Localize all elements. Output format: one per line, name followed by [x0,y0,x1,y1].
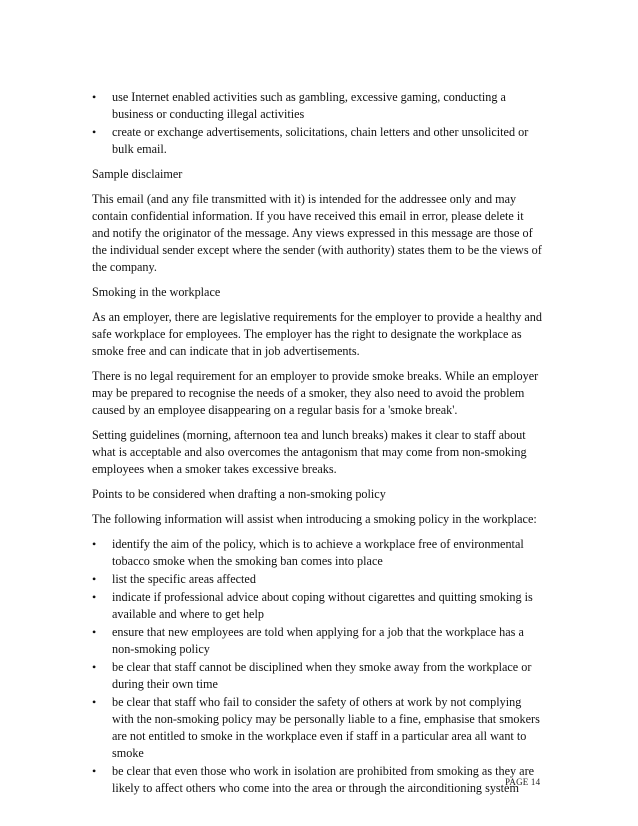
list-item-text: be clear that staff who fail to consider the safety of others at work by not complying with the non-smoking policy may be personally liable to a fine, emphasise that smokers are not entitled to smoke in the workplace even if staff in a particular area all want to smoke [112,695,540,760]
disclaimer-heading: Sample disclaimer [92,167,183,181]
policy-heading: Points to be considered when drafting a non-smoking policy [92,487,386,501]
bullet-icon: • [92,537,97,551]
list-item [92,763,544,797]
list-item [92,571,544,588]
list-item [92,589,544,623]
disclaimer-body: This email (and any file transmitted with it) is intended for the addressee only and may contain confidential information. If you have received this email in error, please delete it and notify the originator of the message. Any views expressed in this message are those of the individual sender except where the sender (with authority) states them to be the views of the company. [92,192,542,274]
list-item [92,694,544,762]
page-content [92,89,544,798]
page-number: PAGE 14 [505,777,541,787]
smoking-heading: Smoking in the workplace [92,285,221,299]
bullet-icon: • [92,590,97,604]
list-item [92,624,544,658]
list-item-text: indicate if professional advice about coping without cigarettes and quitting smoking is available and where to get help [112,590,533,621]
list-item-text: list the specific areas affected [112,572,256,586]
list-item-text: create or exchange advertisements, solicitations, chain letters and other unsolicited or bulk email. [112,125,529,156]
smoking-paragraph-2: There is no legal requirement for an employer to provide smoke breaks. While an employer may be prepared to recognise the needs of a smoker, they also need to avoid the problem caused by an employee disappearing on a regular basis for a 'smoke break'. [92,369,539,417]
smoking-paragraph-1: As an employer, there are legislative requirements for the employer to provide a healthy and safe workplace for employees. The employer has the right to designate the workplace as smoke free and can indicate that in job advertisements. [92,310,542,358]
list-item-text: be clear that staff cannot be disciplined when they smoke away from the workplace or during their own time [112,660,532,691]
list-item [92,659,544,693]
bullet-icon: • [92,660,97,674]
list-item-text: be clear that even those who work in isolation are prohibited from smoking as they are likely to affect others who come into the area or through the airconditioning system [112,764,535,795]
bullet-icon: • [92,125,97,139]
bullet-icon: • [92,695,97,709]
list-item-text: identify the aim of the policy, which is to achieve a workplace free of environmental tobacco smoke when the smoking ban comes into place [112,537,524,568]
policy-bullet-list [92,536,544,797]
smoking-paragraph-3: Setting guidelines (morning, afternoon tea and lunch breaks) makes it clear to staff about what is acceptable and also overcomes the antagonism that may come from non-smoking employees when a smoker takes excessive breaks. [92,428,527,476]
bullet-icon: • [92,764,97,778]
list-item-text: use Internet enabled activities such as gambling, excessive gaming, conducting a business or conducting illegal activities [112,90,506,121]
bullet-icon: • [92,90,97,104]
list-item [92,536,544,570]
bullet-icon: • [92,572,97,586]
list-item-text: ensure that new employees are told when applying for a job that the workplace has a non-smoking policy [112,625,524,656]
list-item [92,124,544,158]
internet-bullet-list [92,89,544,158]
list-item [92,89,544,123]
bullet-icon: • [92,625,97,639]
policy-intro: The following information will assist when introducing a smoking policy in the workplace: [92,512,537,526]
